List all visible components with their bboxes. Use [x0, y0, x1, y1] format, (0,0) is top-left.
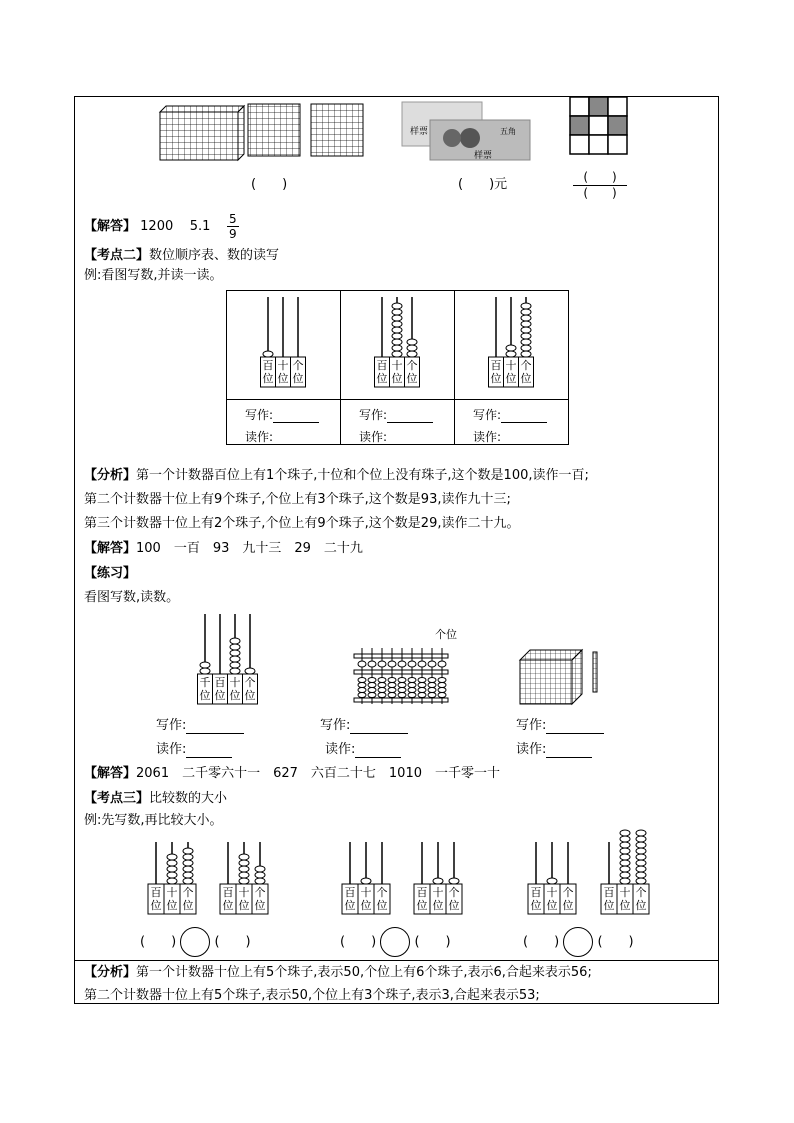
practice-read-2: 读作:	[325, 742, 401, 758]
place-label-char: 个	[182, 886, 194, 899]
bead	[438, 688, 446, 693]
bead	[418, 683, 426, 688]
place-label-char: 位	[166, 899, 178, 912]
blank-paren-1: ( )	[251, 177, 288, 192]
compare-circle[interactable]	[180, 927, 210, 957]
place-label-char: 百	[262, 359, 274, 372]
abacus-bead	[183, 860, 193, 866]
compare-circle[interactable]	[563, 927, 593, 957]
bead	[408, 683, 416, 688]
abacus-cell-1	[227, 291, 341, 400]
abacus-bead	[521, 339, 531, 345]
abacus-bead	[620, 848, 630, 854]
place-label-char: 百	[416, 886, 428, 899]
abacus-bead	[636, 848, 646, 854]
bead	[408, 661, 416, 667]
answer-top: 【解答】 1200 5.1 $\frac{5}{9}$	[84, 212, 237, 241]
practice-read-1: 读作:	[156, 742, 232, 758]
abacus-bead	[636, 872, 646, 878]
abacus-bead	[392, 345, 402, 351]
fraction-grid	[569, 96, 629, 156]
place-label-char: 位	[254, 899, 266, 912]
bead	[428, 683, 436, 688]
section2-example: 例:看图写数,并读一读。	[84, 268, 223, 283]
abacus-bead	[521, 321, 531, 327]
hundred-flat-1	[248, 104, 300, 156]
bead	[408, 678, 416, 683]
section3-heading: 【考点三】比较数的大小	[84, 791, 228, 806]
place-label-char: 位	[520, 372, 532, 385]
compare-row-3: ( ) ( )	[523, 927, 634, 957]
abacus-bead	[620, 860, 630, 866]
abacus-bead	[239, 878, 249, 884]
compare-row-1: ( ) ( )	[140, 927, 251, 957]
abacus-bead	[255, 872, 265, 878]
abacus-bead	[521, 333, 531, 339]
place-label-char: 位	[432, 899, 444, 912]
write-blank[interactable]	[387, 410, 433, 423]
place-label-char: 百	[603, 886, 615, 899]
abacus-cell-3	[455, 291, 569, 400]
abacus-bead	[361, 878, 371, 884]
ge-label: 个位	[435, 628, 457, 641]
abacus-bead	[392, 303, 402, 309]
abacus-bead	[183, 854, 193, 860]
abacus-bead	[230, 644, 240, 650]
svg-text:样票: 样票	[410, 127, 429, 137]
bead	[358, 678, 366, 683]
practice-label: 【练习】	[84, 566, 137, 581]
place-label-char: 位	[416, 899, 428, 912]
abacus-bead	[433, 878, 443, 884]
bead	[418, 693, 426, 698]
blank-fraction: ( ) ( )	[573, 170, 627, 201]
bead	[358, 661, 366, 667]
abacus-bead	[392, 339, 402, 345]
read-blank[interactable]	[387, 432, 433, 445]
abacus-bead	[620, 878, 630, 884]
place-label-char: 位	[619, 899, 631, 912]
place-label-char: 位	[635, 899, 647, 912]
abacus-bead	[620, 842, 630, 848]
answer-section2: 【解答】100 一百 93 九十三 29 二十九	[84, 541, 363, 556]
abacus-bead	[183, 872, 193, 878]
place-label-char: 位	[406, 372, 418, 385]
abacus-bead	[620, 854, 630, 860]
bead	[388, 678, 396, 683]
blank-money: ( )元	[458, 177, 508, 192]
place-label-char: 十	[360, 886, 372, 899]
abacus-bead	[620, 866, 630, 872]
abacus-bead	[392, 333, 402, 339]
abacus-table	[226, 290, 569, 445]
bead	[398, 678, 406, 683]
abacus-bead	[200, 662, 210, 668]
abacus-bead	[407, 345, 417, 351]
place-label-char: 位	[391, 372, 403, 385]
place-label-char: 个	[244, 676, 256, 689]
abacus-bead	[230, 668, 240, 674]
place-label-char: 十	[229, 676, 241, 689]
abacus-bead	[636, 860, 646, 866]
abacus-bead	[506, 345, 516, 351]
place-label-char: 个	[448, 886, 460, 899]
abacus-bead	[521, 351, 531, 357]
write-blank[interactable]	[186, 721, 244, 734]
bead	[368, 688, 376, 693]
place-label-char: 位	[344, 899, 356, 912]
bead	[388, 693, 396, 698]
write-read-cell-3: 写作: 读作:	[455, 400, 569, 445]
abacus-bead	[521, 315, 531, 321]
abacus-bead	[183, 878, 193, 884]
practice-instruction: 看图写数,读数。	[84, 590, 180, 605]
bead	[408, 688, 416, 693]
write-blank[interactable]	[546, 721, 604, 734]
abacus-bead	[392, 351, 402, 357]
section3-analysis-1: 【分析】第一个计数器十位上有5个珠子,表示50,个位上有6个珠子,表示6,合起来表示56;	[84, 965, 592, 980]
place-label-char: 位	[505, 372, 517, 385]
place-label-char: 位	[214, 689, 226, 702]
write-read-cell-1: 写作: 读作:	[227, 400, 341, 445]
place-label-char: 十	[505, 359, 517, 372]
abacus-bead	[392, 321, 402, 327]
abacus-bead	[521, 345, 531, 351]
abacus-bead	[255, 878, 265, 884]
place-label-char: 位	[150, 899, 162, 912]
abacus-bead	[449, 878, 459, 884]
abacus-bead	[239, 860, 249, 866]
bead	[428, 693, 436, 698]
place-label-char: 位	[229, 689, 241, 702]
place-label-char: 位	[448, 899, 460, 912]
abacus-bead	[636, 842, 646, 848]
place-label-char: 十	[432, 886, 444, 899]
bead	[358, 683, 366, 688]
write-blank[interactable]	[273, 410, 319, 423]
place-label-char: 位	[238, 899, 250, 912]
place-label-char: 位	[199, 689, 211, 702]
analysis-3: 第三个计数器十位上有2个珠子,个位上有9个珠子,这个数是29,读作二十九。	[84, 516, 520, 531]
svg-text:五角: 五角	[500, 127, 516, 136]
abacus-bead	[407, 351, 417, 357]
bead	[378, 688, 386, 693]
analysis-1: 【分析】第一个计数器百位上有1个珠子,十位和个位上没有珠子,这个数是100,读作一百;	[84, 468, 589, 483]
bead	[398, 683, 406, 688]
answer-practice: 【解答】2061 二千零六十一 627 六百二十七 1010 一千零一十	[84, 766, 500, 781]
place-label-char: 百	[222, 886, 234, 899]
compare-abacus-3b	[599, 838, 653, 918]
place-label-char: 位	[277, 372, 289, 385]
abacus-bead	[636, 878, 646, 884]
compare-abacus-1a	[146, 838, 200, 918]
place-label-char: 位	[360, 899, 372, 912]
abacus-bead	[392, 309, 402, 315]
thousand-cube	[160, 106, 244, 160]
bead	[428, 661, 436, 667]
place-label-char: 位	[222, 899, 234, 912]
compare-circle[interactable]	[380, 927, 410, 957]
abacus-bead	[239, 872, 249, 878]
abacus-bead	[183, 866, 193, 872]
banknotes-figure	[400, 100, 535, 162]
abacus-bead	[200, 668, 210, 674]
bead	[358, 688, 366, 693]
place-label-char: 百	[490, 359, 502, 372]
bead	[388, 661, 396, 667]
place-label-char: 位	[603, 899, 615, 912]
practice-abacus	[193, 612, 263, 706]
practice-write-3: 写作:	[516, 718, 604, 734]
bead	[438, 661, 446, 667]
bead	[398, 688, 406, 693]
abacus-bead	[620, 830, 630, 836]
bead	[428, 678, 436, 683]
abacus-bead	[636, 866, 646, 872]
blocks-figure	[160, 100, 310, 162]
bead	[368, 678, 376, 683]
bead	[428, 688, 436, 693]
compare-abacus-1b	[218, 838, 272, 918]
place-label-char: 位	[292, 372, 304, 385]
bead	[408, 693, 416, 698]
practice-write-1: 写作:	[156, 718, 244, 734]
place-label-char: 十	[619, 886, 631, 899]
svg-text:样票: 样票	[474, 151, 493, 161]
abacus-bead	[183, 848, 193, 854]
section2-heading: 【考点二】数位顺序表、数的读写	[84, 248, 280, 263]
place-label-char: 千	[199, 676, 211, 689]
abacus-bead	[620, 872, 630, 878]
abacus-bead	[167, 860, 177, 866]
place-label-char: 个	[562, 886, 574, 899]
place-label-char: 个	[254, 886, 266, 899]
abacus-bead	[521, 327, 531, 333]
read-blank[interactable]	[501, 432, 547, 445]
bead	[368, 661, 376, 667]
bead	[418, 678, 426, 683]
abacus-bead	[167, 878, 177, 884]
abacus-bead	[239, 866, 249, 872]
bead	[388, 688, 396, 693]
abacus-bead	[230, 656, 240, 662]
place-label-char: 个	[520, 359, 532, 372]
read-blank[interactable]	[355, 745, 401, 758]
bead	[438, 683, 446, 688]
place-label-char: 位	[262, 372, 274, 385]
bead	[378, 661, 386, 667]
bead	[368, 683, 376, 688]
abacus-bead	[392, 315, 402, 321]
place-label-char: 位	[376, 899, 388, 912]
abacus-bead	[167, 872, 177, 878]
abacus-bead	[263, 351, 273, 357]
place-label-char: 个	[376, 886, 388, 899]
analysis-2: 第二个计数器十位上有9个珠子,个位上有3个珠子,这个数是93,读作九十三;	[84, 492, 511, 507]
abacus-bead	[636, 854, 646, 860]
abacus-bead	[167, 866, 177, 872]
read-blank[interactable]	[273, 432, 319, 445]
bead	[358, 693, 366, 698]
bead	[368, 693, 376, 698]
abacus-cell-2	[341, 291, 455, 400]
practice-read-3: 读作:	[516, 742, 592, 758]
abacus-bead	[230, 662, 240, 668]
bead	[438, 693, 446, 698]
place-label-char: 位	[530, 899, 542, 912]
practice-write-2: 写作:	[320, 718, 408, 734]
abacus-bead	[245, 668, 255, 674]
place-label-char: 十	[391, 359, 403, 372]
bead	[378, 693, 386, 698]
place-label-char: 位	[562, 899, 574, 912]
abacus-bead	[547, 878, 557, 884]
divider	[74, 960, 719, 961]
compare-abacus-2a	[340, 838, 394, 918]
bead	[438, 678, 446, 683]
compare-abacus-3a	[526, 838, 580, 918]
place-label-char: 十	[238, 886, 250, 899]
bead	[398, 693, 406, 698]
cube-and-rod	[520, 648, 610, 708]
write-blank[interactable]	[350, 721, 408, 734]
answer-fraction: $\frac{5}{9}$	[229, 212, 237, 241]
multi-rod-abacus	[350, 628, 457, 708]
abacus-bead	[167, 854, 177, 860]
abacus-bead	[239, 854, 249, 860]
abacus-bead	[620, 836, 630, 842]
abacus-bead	[636, 836, 646, 842]
abacus-bead	[230, 650, 240, 656]
abacus-bead	[255, 866, 265, 872]
place-label-char: 十	[277, 359, 289, 372]
compare-row-2: ( ) ( )	[340, 927, 451, 957]
place-label-char: 百	[214, 676, 226, 689]
abacus-bead	[407, 339, 417, 345]
place-label-char: 位	[546, 899, 558, 912]
place-label-char: 个	[406, 359, 418, 372]
place-label-char: 位	[376, 372, 388, 385]
place-label-char: 百	[530, 886, 542, 899]
read-blank[interactable]	[186, 745, 232, 758]
place-label-char: 百	[344, 886, 356, 899]
write-read-cell-2: 写作: 读作:	[341, 400, 455, 445]
abacus-bead	[521, 309, 531, 315]
place-label-char: 个	[635, 886, 647, 899]
bead	[388, 683, 396, 688]
section3-analysis-2: 第二个计数器十位上有5个珠子,表示50,个位上有3个珠子,表示3,合起来表示53;	[84, 988, 540, 1003]
abacus-bead	[506, 351, 516, 357]
read-blank[interactable]	[546, 745, 592, 758]
place-label-char: 位	[244, 689, 256, 702]
place-label-char: 个	[292, 359, 304, 372]
place-label-char: 位	[490, 372, 502, 385]
place-label-char: 位	[182, 899, 194, 912]
bead	[378, 683, 386, 688]
abacus-bead	[521, 303, 531, 309]
place-label-char: 百	[376, 359, 388, 372]
place-label-char: 十	[166, 886, 178, 899]
bead	[418, 661, 426, 667]
place-label-char: 百	[150, 886, 162, 899]
bead	[398, 661, 406, 667]
abacus-bead	[230, 638, 240, 644]
bead	[418, 688, 426, 693]
hundred-flat-2	[310, 104, 365, 160]
place-label-char: 十	[546, 886, 558, 899]
section3-example: 例:先写数,再比较大小。	[84, 813, 223, 828]
compare-abacus-2b	[412, 838, 466, 918]
abacus-bead	[636, 830, 646, 836]
write-blank[interactable]	[501, 410, 547, 423]
abacus-bead	[392, 327, 402, 333]
bead	[378, 678, 386, 683]
